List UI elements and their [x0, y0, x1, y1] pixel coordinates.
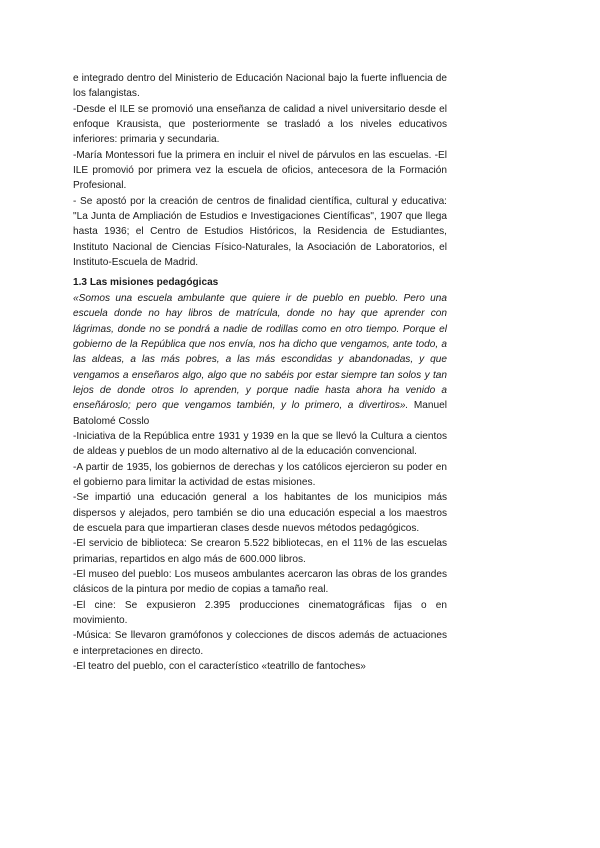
paragraph: -El teatro del pueblo, con el característico «teatrillo de fantoches» [73, 661, 366, 673]
quote-text: «Somos una escuela ambulante que quiere ir de pueblo en pueblo. Pero una escuela donde no hay libros de matrícula, donde no hay que aprender con lágrimas, donde no se pondrá a nadie de rodillas como en otro tiempo. Porque el gobierno de la República que nos envía, nos ha dicho que vengamos, ante todo, a las aldeas, a las más pobres, a las más escondidas y abandonadas, y que vengamos a enseñaros algo, algo que no sabéis por estar siempre tan solos y tan lejos de donde otros lo aprenden, y porque nadie hasta ahora ha venido a enseñároslo; pero que vengamos también, y lo primero, a divertiros». [73, 292, 447, 412]
paragraph: -El cine: Se expusieron 2.395 producciones cinematográficas fijas o en movimiento. [73, 599, 447, 627]
section-heading: 1.3 Las misiones pedagógicas [73, 277, 219, 289]
quote-paragraph [73, 291, 447, 429]
paragraph: -El servicio de biblioteca: Se crearon 5.522 bibliotecas, en el 11% de las escuelas primarias, repartidos en algo más de 600.000 libros. [73, 538, 447, 565]
paragraph: -Música: Se llevaron gramófonos y colecciones de discos además de actuaciones e interpretaciones en directo. [73, 630, 447, 657]
quote-author: Manuel Batolomé Cosslo [73, 400, 447, 427]
document-page [73, 71, 447, 674]
paragraph: -Desde el ILE se promovió una enseñanza de calidad a nivel universitario desde el enfoque Krausista, que posteriormente se trasladó a los niveles educativos inferiores: primaria y secundaria. [73, 103, 447, 146]
paragraph: e integrado dentro del Ministerio de Educación Nacional bajo la fuerte influencia de los falangistas. [73, 73, 447, 100]
paragraph: -A partir de 1935, los gobiernos de derechas y los católicos ejercieron su poder en el gobierno para limitar la actividad de estas misiones. [73, 461, 447, 488]
paragraph: - Se apostó por la creación de centros de finalidad científica, cultural y educativa: "La Junta de Ampliación de Estudios e Investigaciones Científicas", 1907 que llega hasta 1936; el Centro de Estudios Históricos, la Residencia de Estudiantes, Instituto Nacional de Ciencias Físico-Naturales, la Asociación de Laboratorios, el Instituto-Escuela de Madrid. [73, 195, 447, 269]
paragraph: -Se impartió una educación general a los habitantes de los municipios más dispersos y alejados, pero también se dio una educación especial a los maestros de escuela para que impartieran clases desde nuevos métodos pedagógicos. [73, 492, 447, 534]
paragraph: -Iniciativa de la República entre 1931 y 1939 en la que se llevó la Cultura a cientos de aldeas y pueblos de un modo alternativo al de la educación convencional. [73, 430, 447, 458]
paragraph: -El museo del pueblo: Los museos ambulantes acercaron las obras de los grandes clásicos de la pintura por medio de copias a tamaño real. [73, 569, 447, 596]
paragraph: -María Montessori fue la primera en incluir el nivel de párvulos en las escuelas. -El ILE promovió por primera vez la escuela de oficios, antecesora de la Formación Profesional. [73, 149, 447, 192]
